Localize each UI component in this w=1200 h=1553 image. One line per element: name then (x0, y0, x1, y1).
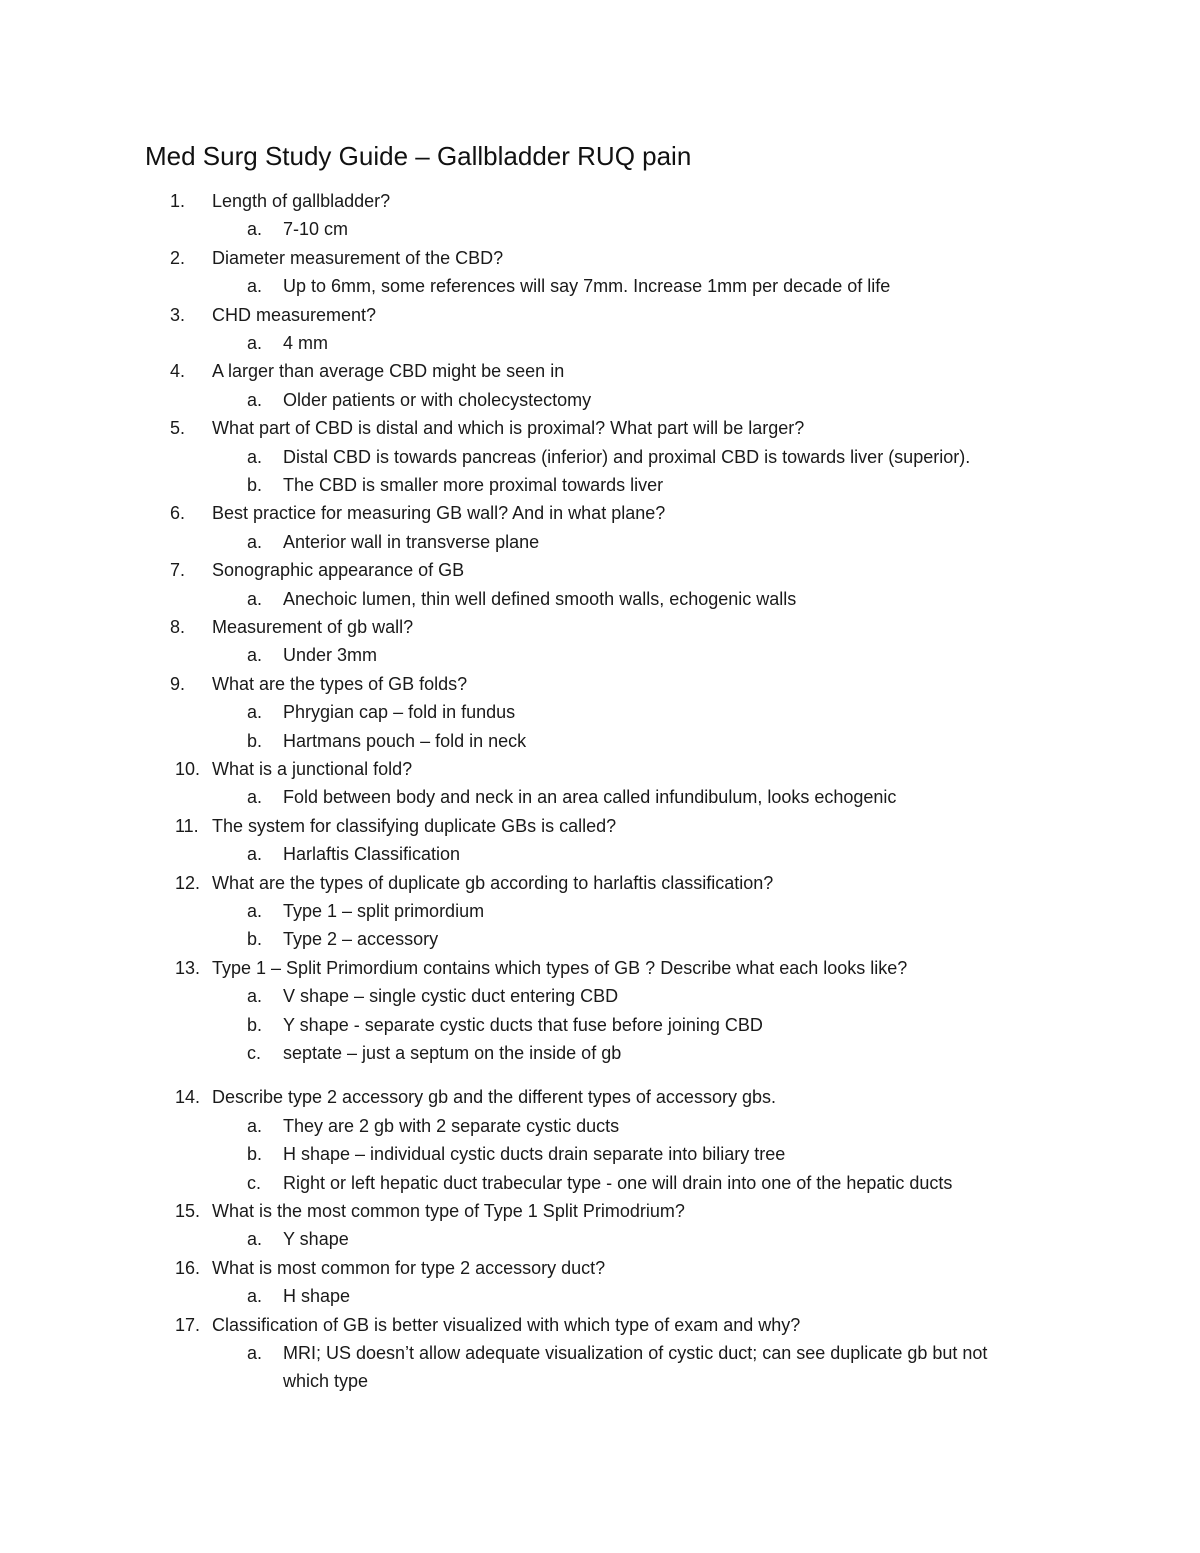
answer-letter: a. (247, 1343, 263, 1363)
question-number: 4. (170, 361, 186, 382)
answer-letter: a. (247, 333, 263, 353)
answer-text: MRI; US doesn’t allow adequate visualization of cystic duct; can see duplicate gb but not (283, 1343, 988, 1363)
answer-letter: a. (247, 702, 263, 723)
question-number: 1. (170, 191, 186, 211)
answer-letter: c. (247, 1172, 262, 1193)
answer-letter: b. (247, 730, 263, 751)
answer-text: H shape – individual cystic ducts drain separate into biliary tree (283, 1144, 786, 1165)
question-text: Measurement of gb wall? (212, 617, 414, 637)
answer-letter: a. (247, 1115, 263, 1136)
answer-text: Type 1 – split primordium (283, 901, 485, 921)
answer-letter: b. (247, 929, 263, 950)
answer-letter: a. (247, 276, 263, 297)
answer-letter: a. (247, 986, 263, 1007)
question-number: 16. (175, 1257, 201, 1278)
answer-text: H shape (283, 1286, 351, 1307)
answer-letter: a. (247, 645, 263, 666)
answer-letter: b. (247, 1014, 263, 1035)
answer-letter: a. (247, 389, 263, 410)
answer-letter: c. (247, 1043, 262, 1063)
answer-text-continued: which type (283, 1371, 369, 1392)
question-number: 10. (175, 759, 201, 779)
question-text: A larger than average CBD might be seen in (212, 361, 565, 382)
question-text: What part of CBD is distal and which is proximal? What part will be larger? (212, 418, 805, 439)
answer-text: Anterior wall in transverse plane (283, 531, 540, 552)
question-text: What is a junctional fold? (212, 759, 413, 779)
question-text: What are the types of duplicate gb according to harlaftis classification? (212, 872, 774, 893)
question-text: CHD measurement? (212, 304, 377, 325)
answer-text: Older patients or with cholecystectomy (283, 389, 592, 410)
question-text: Best practice for measuring GB wall? And in what plane? (212, 503, 666, 524)
question-text: Describe type 2 accessory gb and the different types of accessory gbs. (212, 1087, 776, 1108)
answer-text: The CBD is smaller more proximal towards liver (283, 475, 664, 495)
answer-text: Under 3mm (283, 645, 378, 666)
question-text: What is the most common type of Type 1 Split Primodrium? (212, 1201, 685, 1221)
answer-text: V shape – single cystic duct entering CBD (283, 986, 619, 1007)
answer-text: septate – just a septum on the inside of gb (283, 1043, 622, 1063)
answer-text: Fold between body and neck in an area called infundibulum, looks echogenic (283, 787, 897, 808)
question-text: The system for classifying duplicate GBs is called? (212, 815, 617, 836)
answer-text: Hartmans pouch – fold in neck (283, 730, 527, 751)
answer-letter: a. (247, 844, 263, 865)
answer-letter: a. (247, 787, 263, 808)
answer-text: 4 mm (283, 333, 328, 353)
question-text: What are the types of GB folds? (212, 673, 468, 694)
question-number: 3. (170, 304, 186, 325)
answer-text: Harlaftis Classification (283, 844, 461, 865)
answer-letter: a. (247, 1229, 263, 1250)
question-number: 6. (170, 503, 186, 524)
question-number: 15. (175, 1201, 201, 1221)
question-text: Diameter measurement of the CBD? (212, 247, 504, 268)
question-number: 2. (170, 247, 186, 268)
answer-letter: b. (247, 1144, 263, 1165)
answer-text: 7-10 cm (283, 219, 349, 240)
question-text: What is most common for type 2 accessory duct? (212, 1257, 606, 1278)
answer-text: Type 2 – accessory (283, 929, 439, 950)
question-number: 11. (175, 815, 199, 836)
answer-letter: a. (247, 531, 263, 552)
answer-letter: a. (247, 1286, 263, 1307)
answer-letter: b. (247, 475, 263, 495)
question-number: 8. (170, 617, 186, 637)
question-number: 13. (175, 957, 201, 978)
document-title: Med Surg Study Guide – Gallbladder RUQ pain (145, 141, 692, 171)
answer-text: Right or left hepatic duct trabecular type - one will drain into one of the hepatic ducts (283, 1172, 953, 1193)
answer-letter: a. (247, 588, 263, 609)
question-text: Type 1 – Split Primordium contains which types of GB ? Describe what each looks like? (212, 957, 908, 978)
question-number: 7. (170, 560, 186, 581)
question-number: 5. (170, 418, 186, 439)
answer-letter: a. (247, 901, 263, 921)
question-number: 17. (175, 1314, 201, 1335)
answer-text: Y shape (283, 1229, 349, 1250)
answer-text: They are 2 gb with 2 separate cystic ducts (283, 1115, 620, 1136)
question-number: 12. (175, 872, 201, 893)
answer-text: Anechoic lumen, thin well defined smooth walls, echogenic walls (283, 588, 797, 609)
answer-text: Phrygian cap – fold in fundus (283, 702, 516, 723)
answer-text: Y shape - separate cystic ducts that fuse before joining CBD (283, 1014, 763, 1035)
question-text: Sonographic appearance of GB (212, 560, 465, 581)
answer-text: Up to 6mm, some references will say 7mm. Increase 1mm per decade of life (283, 276, 891, 297)
question-text: Length of gallbladder? (212, 191, 391, 211)
answer-letter: a. (247, 219, 263, 240)
question-number: 9. (170, 673, 186, 694)
answer-letter: a. (247, 446, 263, 467)
question-text: Classification of GB is better visualized with which type of exam and why? (212, 1314, 801, 1335)
question-number: 14. (175, 1087, 201, 1108)
answer-text: Distal CBD is towards pancreas (inferior) and proximal CBD is towards liver (superior). (283, 446, 971, 467)
